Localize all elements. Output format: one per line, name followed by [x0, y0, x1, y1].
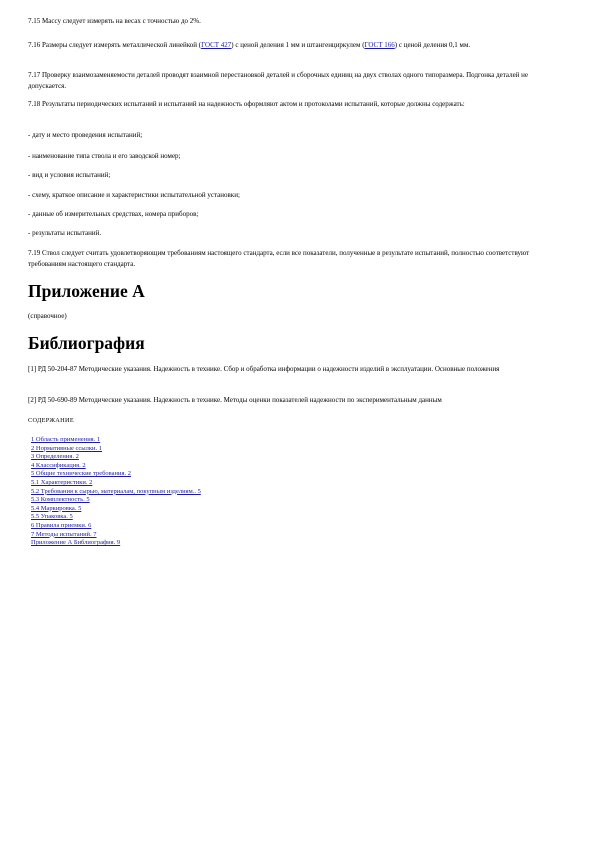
gost-166-link[interactable]: ГОСТ 166 [364, 41, 395, 49]
paragraph-7-16-text-3: ) с ценой деления 0,1 мм. [394, 41, 471, 49]
bullet-item: - данные об измерительных средствах, номера приборов; [28, 210, 199, 218]
toc-item [31, 436, 201, 445]
toc-link[interactable]: 5.5 Упаковка. 5 [31, 513, 73, 521]
bullet-item: - дату и место проведения испытаний; [28, 131, 143, 139]
gost-427-link[interactable]: ГОСТ 427 [201, 41, 232, 49]
paragraph-7-16-text-1: 7.16 Размеры следует измерять металлической линейкой ( [28, 41, 202, 49]
toc-item [31, 513, 201, 522]
bullet-item: - схему, краткое описание и характеристики испытательной установки; [28, 191, 240, 199]
paragraph-7-16-text-2: ) с ценой деления 1 мм и штангенциркулем ( [231, 41, 365, 49]
toc-link[interactable]: 1 Область применения. 1 [31, 436, 101, 443]
toc-link[interactable]: 5.3 Комплектность. 5 [31, 496, 90, 504]
toc-item [31, 479, 201, 488]
toc-item [31, 462, 201, 471]
toc-link[interactable]: 5.4 Маркировка. 5 [31, 504, 82, 512]
toc-heading: СОДЕРЖАНИЕ [28, 417, 74, 424]
toc-item [31, 539, 201, 548]
toc-item [31, 445, 201, 454]
paragraph-7-19: 7.19 Ствол следует считать удовлетворяющим требованиям настоящего стандарта, если все показатели, полученные в результате испытаний, полностью соответствуют требованиям настоящего стандарта. [28, 249, 530, 268]
toc-link[interactable]: 5.1 Характеристики. 2 [31, 478, 93, 486]
paragraph-7-17: 7.17 Проверку взаимозаменяемости деталей проводят взаимной перестановкой деталей и сборочных единиц на двух стволах одного типоразмера. Подгонка деталей не допускается. [28, 71, 529, 90]
table-of-contents [31, 436, 201, 548]
bibliography-title: Библиография [28, 333, 145, 353]
toc-link[interactable]: 6 Правила приемки. 6 [31, 521, 92, 529]
toc-item [31, 488, 201, 497]
paragraph-7-18: 7.18 Результаты периодических испытаний и испытаний на надежность оформляют актом и протоколами испытаний, которые должны содержать: [28, 100, 465, 108]
bullet-item: - наименование типа ствола и его заводской номер; [28, 152, 181, 160]
toc-item [31, 531, 201, 540]
appendix-subtitle: (справочное) [28, 312, 67, 320]
paragraph-7-15: 7.15 Массу следует измерять на весах с точностью до 2%. [28, 17, 201, 25]
bibliography-item: [1] РД 50-204-87 Методические указания. Надежность в технике. Сбор и обработка информации о надежности изделий в эксплуатации. Основные положения [28, 365, 500, 373]
toc-link[interactable]: 7 Методы испытаний. 7 [31, 530, 97, 538]
toc-item [31, 505, 201, 514]
toc-item [31, 453, 201, 462]
bullet-item: - вид и условия испытаний; [28, 171, 111, 179]
paragraph-7-16 [28, 40, 563, 51]
bibliography-item: [2] РД 50-690-89 Методические указания. Надежность в технике. Методы оценки показателей надежности по экспериментальным данным [28, 396, 442, 404]
toc-item [31, 496, 201, 505]
toc-link[interactable]: 2 Нормативные ссылки. 1 [31, 444, 103, 452]
toc-link[interactable]: 4 Классификация. 2 [31, 461, 86, 469]
toc-link[interactable]: 5.2 Требования к сырью, материалам, покупным изделиям.. 5 [31, 487, 201, 495]
toc-link[interactable]: 5 Общие технические требования. 2 [31, 470, 131, 478]
toc-link[interactable]: Приложение А Библиография. 9 [31, 539, 121, 547]
toc-link[interactable]: 3 Определения. 2 [31, 453, 79, 461]
toc-item [31, 522, 201, 531]
toc-item [31, 470, 201, 479]
appendix-title: Приложение А [28, 281, 145, 301]
bullet-item: - результаты испытаний. [28, 229, 102, 237]
